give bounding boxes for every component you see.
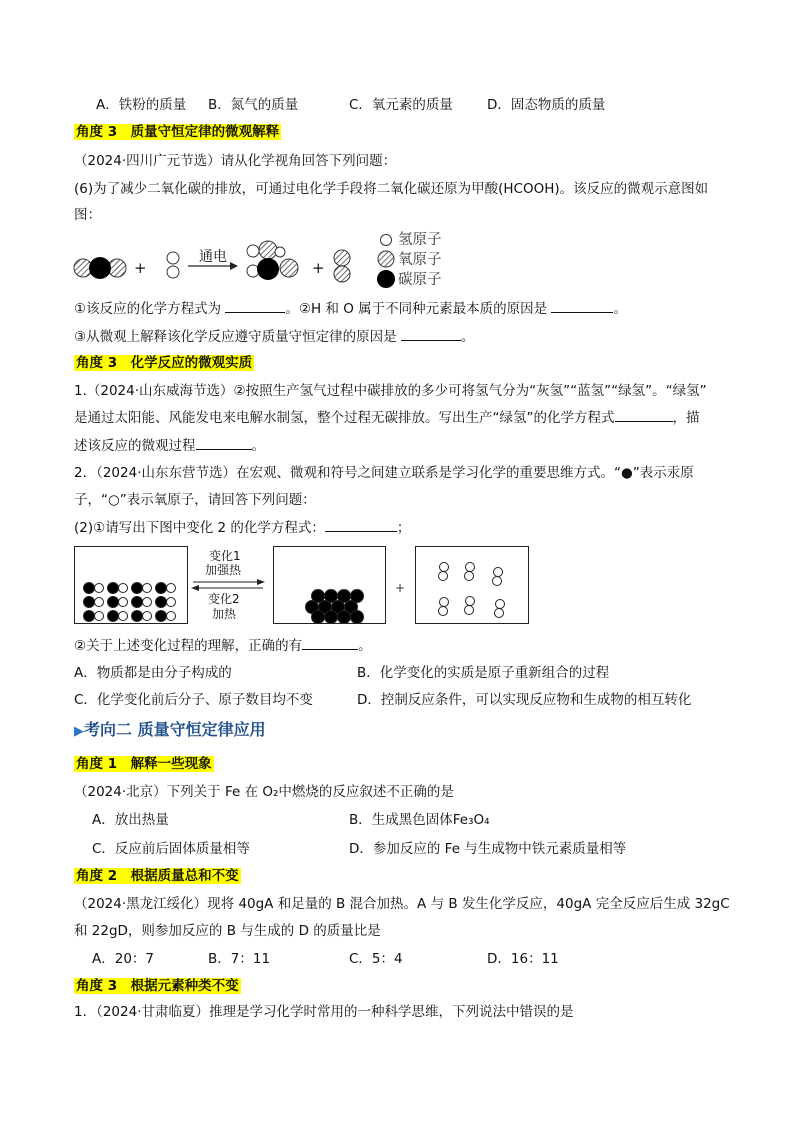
oxygen-atom — [466, 563, 475, 572]
option-c: C．5：4 — [349, 951, 403, 967]
oxygen-atom — [439, 607, 448, 616]
change1-label: 变化1 — [209, 549, 241, 563]
change2-label: 变化2 — [208, 592, 240, 606]
question-text: 图： — [74, 207, 101, 223]
oxygen-atom — [167, 584, 176, 593]
mercury-atom — [325, 611, 338, 624]
question-line: ①该反应的化学方程式为 。②H 和 O 属于不同种元素最本质的原因是 。 — [74, 301, 627, 317]
question-source: （2024·四川广元节选）请从化学视角回答下列问题： — [74, 153, 397, 169]
oxygen-atom — [440, 563, 449, 572]
question-text: （2024·黑龙江绥化）现将 40gA 和足量的 B 混合加热。A 与 B 发生化学反应，40gA 完全反应后生成 32gC — [74, 896, 730, 912]
angle-heading: 角度 3 根据元素种类不变 — [76, 978, 239, 994]
question-text: 1．（2024·甘肃临夏）推理是学习化学时常用的一种科学思维，下列说法中错误的是 — [74, 1004, 574, 1020]
option-a: A．20：7 — [92, 951, 155, 967]
mercury-atom — [156, 597, 167, 608]
oxygen-atom — [465, 572, 474, 581]
arrow-label: 通电 — [199, 249, 227, 265]
option-b: B．7：11 — [208, 951, 271, 967]
legend-hydrogen: 氢原子 — [398, 232, 442, 248]
legend-oxygen: 氧原子 — [398, 252, 442, 268]
change2-condition: 加热 — [212, 607, 237, 621]
oxygen-atom — [167, 598, 176, 607]
option-d: D．16：11 — [487, 951, 559, 967]
question-line: ③从微观上解释该化学反应遵守质量守恒定律的原因是 。 — [74, 329, 475, 345]
plus-sign: + — [395, 581, 406, 595]
mercury-atom — [156, 583, 167, 594]
question-text: (6)为了减少二氧化碳的排放，可通过电化学手段将二氧化碳还原为甲酸(HCOOH)。该反应的微观示意图如 — [74, 181, 709, 197]
oxygen-atom — [466, 597, 475, 606]
oxygen-atom — [143, 584, 152, 593]
oxygen-atom — [95, 612, 104, 621]
oxygen-atom — [119, 584, 128, 593]
option-b: B．化学变化的实质是原子重新组合的过程 — [357, 665, 610, 681]
plus-sign: + — [312, 259, 325, 277]
angle-heading: 角度 2 根据质量总和不变 — [76, 868, 239, 884]
option-d: D．控制反应条件，可以实现反应物和生成物的相互转化 — [357, 692, 692, 708]
oxygen-atom — [496, 600, 505, 609]
oxygen-atom — [494, 568, 503, 577]
mercury-atom — [156, 611, 167, 622]
oxygen-atom — [119, 612, 128, 621]
option-a: A．物质都是由分子构成的 — [74, 665, 232, 681]
section-heading: ▶考向二 质量守恒定律应用 — [74, 720, 266, 739]
angle-heading: 角度 1 解释一些现象 — [76, 756, 212, 772]
option-d: D．固态物质的质量 — [487, 97, 606, 113]
oxygen-atom — [465, 606, 474, 615]
option-a: A．铁粉的质量 — [96, 97, 187, 113]
oxygen-atom — [119, 598, 128, 607]
option-d: D．参加反应的 Fe 与生成物中铁元素质量相等 — [349, 841, 627, 857]
mercury-atom — [132, 597, 143, 608]
question-text: 子，“○”表示氧原子，请回答下列问题： — [74, 492, 316, 508]
question-line: ②关于上述变化过程的理解，正确的有 。 — [74, 638, 372, 654]
question-line: 述该反应的微观过程 。 — [74, 438, 265, 454]
plus-sign: + — [134, 259, 147, 277]
option-c: C．反应前后固体质量相等 — [92, 841, 250, 857]
oxygen-atom — [167, 612, 176, 621]
mercury-atom — [108, 611, 119, 622]
mercury-atom — [108, 597, 119, 608]
question-line: (2)①请写出下图中变化 2 的化学方程式： ； — [74, 520, 411, 536]
option-a: A．放出热量 — [92, 812, 169, 828]
oxygen-atom — [493, 577, 502, 586]
change1-condition: 加强热 — [205, 563, 242, 577]
mercury-atom — [84, 611, 95, 622]
angle-heading: 角度 3 化学反应的微观实质 — [76, 355, 253, 371]
option-c: C．氧元素的质量 — [349, 97, 453, 113]
question-text: （2024·北京）下列关于 Fe 在 O₂中燃烧的反应叙述不正确的是 — [74, 784, 454, 800]
mercury-atom — [132, 583, 143, 594]
mercury-atom — [84, 597, 95, 608]
question-line: 是通过太阳能、风能发电来电解水制氢，整个过程无碳排放。写出生产“绿氢”的化学方程式 ，描 — [74, 410, 700, 426]
question-text: 2．（2024·山东东营节选）在宏观、微观和符号之间建立联系是学习化学的重要思维方式。“●”表示汞原 — [74, 465, 694, 481]
option-b: B．生成黑色固体Fe₃O₄ — [349, 812, 490, 828]
option-c: C．化学变化前后分子、原子数目均不变 — [74, 692, 313, 708]
mercury-atom — [351, 611, 364, 624]
oxygen-atom — [143, 598, 152, 607]
oxygen-atom — [143, 612, 152, 621]
answer-blank[interactable] — [302, 637, 358, 650]
oxygen-atom — [95, 584, 104, 593]
option-b: B．氮气的质量 — [208, 97, 299, 113]
mercury-atom — [132, 611, 143, 622]
question-text: 和 22gD，则参加反应的 B 与生成的 D 的质量比是 — [74, 923, 381, 939]
legend-carbon: 碳原子 — [398, 272, 442, 288]
oxygen-atom — [95, 598, 104, 607]
oxygen-atom — [440, 598, 449, 607]
mercury-atom — [312, 611, 325, 624]
mercury-atom — [108, 583, 119, 594]
question-text: 1.（2024·山东威海节选）②按照生产氢气过程中碳排放的多少可将氢气分为“灰氢”“蓝氢”“绿氢”。“绿氢” — [74, 383, 707, 399]
oxygen-atom — [439, 572, 448, 581]
mercury-atom — [84, 583, 95, 594]
angle-heading: 角度 3 质量守恒定律的微观解释 — [76, 124, 280, 140]
mercury-atom — [338, 611, 351, 624]
oxygen-atom — [495, 609, 504, 618]
triangle-marker-icon: ▶ — [74, 724, 84, 739]
